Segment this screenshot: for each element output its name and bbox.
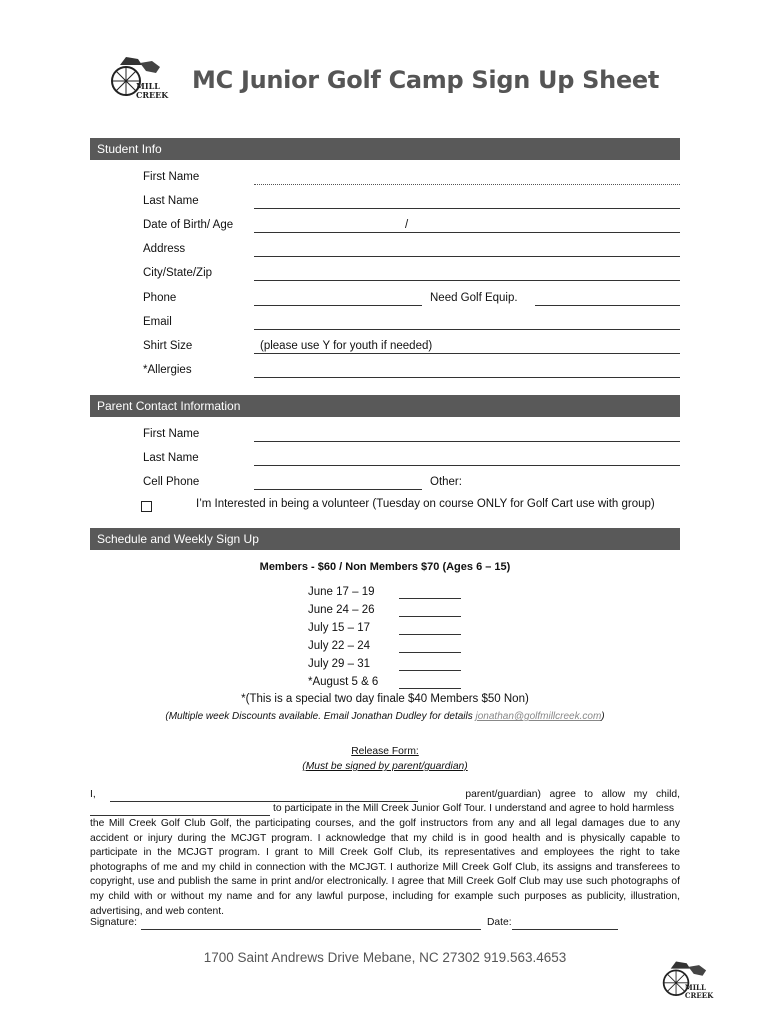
child-name-field[interactable] [110, 801, 418, 802]
student-info-header: Student Info [90, 138, 680, 160]
last-name-field[interactable] [254, 208, 680, 209]
shirt-size-field[interactable] [254, 353, 680, 354]
first-name-field[interactable] [254, 184, 680, 185]
week-signup-field[interactable] [399, 688, 461, 689]
dob-age-label: Date of Birth/ Age [143, 219, 234, 231]
parent-last-name-field[interactable] [254, 465, 680, 466]
other-label: Other: [430, 476, 462, 488]
week-signup-field[interactable] [399, 652, 461, 653]
parent-last-name-label: Last Name [143, 452, 199, 464]
dob-age-separator: / [405, 219, 409, 231]
discount-note-close: ) [601, 711, 605, 722]
need-golf-equip-label: Need Golf Equip. [430, 292, 518, 304]
child-name-field-2[interactable] [90, 815, 270, 816]
shirt-size-hint: (please use Y for youth if needed) [260, 340, 433, 352]
city-state-zip-label: City/State/Zip [143, 267, 213, 279]
phone-field[interactable] [254, 305, 422, 306]
allergies-field[interactable] [254, 377, 680, 378]
discount-email-link[interactable]: jonathan@golfmillcreek.com [475, 711, 602, 722]
city-state-zip-field[interactable] [254, 280, 680, 281]
signature-label: Signature: [90, 917, 137, 928]
week-label: July 22 – 24 [308, 640, 371, 652]
date-field[interactable] [512, 929, 618, 930]
svg-text:MILL: MILL [136, 81, 160, 91]
address-label: Address [143, 243, 186, 255]
discount-note [90, 711, 680, 722]
week-label: June 24 – 26 [308, 604, 375, 616]
signature-field[interactable] [141, 929, 481, 930]
cell-phone-field[interactable] [254, 489, 422, 490]
discount-note-text: (Multiple week Discounts available. Email Jonathan Dudley for details [165, 711, 476, 722]
week-label: July 15 – 17 [308, 622, 371, 634]
release-title: Release Form: [351, 746, 419, 757]
pricing-text: Members - $60 / Non Members $70 (Ages 6 – 15) [259, 561, 511, 573]
week-label: June 17 – 19 [308, 586, 375, 598]
parent-first-name-label: First Name [143, 428, 200, 440]
week-signup-field[interactable] [399, 634, 461, 635]
footer-address: 1700 Saint Andrews Drive Mebane, NC 27302 919.563.4653 [203, 950, 567, 965]
svg-text:MILL: MILL [684, 982, 706, 992]
first-name-label: First Name [143, 171, 200, 183]
schedule-header: Schedule and Weekly Sign Up [90, 528, 680, 550]
special-note: *(This is a special two day finale $40 Members $50 Non) [241, 693, 529, 705]
release-subtitle: (Must be signed by parent/guardian) [302, 761, 468, 772]
mill-creek-logo [106, 53, 169, 105]
dob-age-field[interactable] [254, 232, 680, 233]
shirt-size-label: Shirt Size [143, 340, 193, 352]
week-signup-field[interactable] [399, 616, 461, 617]
page-title: MC Junior Golf Camp Sign Up Sheet [192, 66, 660, 94]
cell-phone-label: Cell Phone [143, 476, 200, 488]
release-i: I, [90, 789, 96, 800]
svg-text:CREEK: CREEK [684, 990, 714, 1000]
volunteer-checkbox[interactable] [141, 501, 152, 512]
volunteer-label: I’m Interested in being a volunteer (Tuesday on course ONLY for Golf Cart use with group) [196, 498, 655, 510]
release-body: the Mill Creek Golf Club Golf, the participating courses, and the golf instructors from any and all legal damages due to any accident or injury during the MCJGT program. I acknowledge that my child is in good health and is physically capable to participate in the MCJGT program. I grant to Mill Creek Golf Club, its representatives and employees the right to take photographs of me and my child in connection with the MCJGT. I authorize Mill Creek Golf Club, its assigns and transferees to copyright, use and publish the same in print and/or electronically. I agree that Mill Creek Golf Club may use such photographs of my child with or without my name and for any lawful purpose, including for example such purposes as publicity, illustration, advertising, and web content. [90, 818, 680, 917]
parent-contact-header: Parent Contact Information [90, 395, 680, 417]
phone-label: Phone [143, 292, 177, 304]
week-label: *August 5 & 6 [308, 676, 379, 688]
allergies-label: *Allergies [143, 364, 192, 376]
parent-first-name-field[interactable] [254, 441, 680, 442]
release-line1-end: parent/guardian) agree to allow my child, [465, 789, 680, 800]
week-label: July 29 – 31 [308, 658, 371, 670]
need-golf-equip-field[interactable] [535, 305, 680, 306]
week-signup-field[interactable] [399, 598, 461, 599]
week-signup-field[interactable] [399, 670, 461, 671]
email-label: Email [143, 316, 172, 328]
date-label: Date: [487, 917, 512, 928]
email-field[interactable] [254, 329, 680, 330]
release-line2-end: to participate in the Mill Creek Junior Golf Tour. I understand and agree to hold harmless [273, 803, 675, 814]
svg-text:CREEK: CREEK [136, 90, 169, 100]
mill-creek-footer-logo [658, 958, 714, 1004]
address-field[interactable] [254, 256, 680, 257]
last-name-label: Last Name [143, 195, 199, 207]
